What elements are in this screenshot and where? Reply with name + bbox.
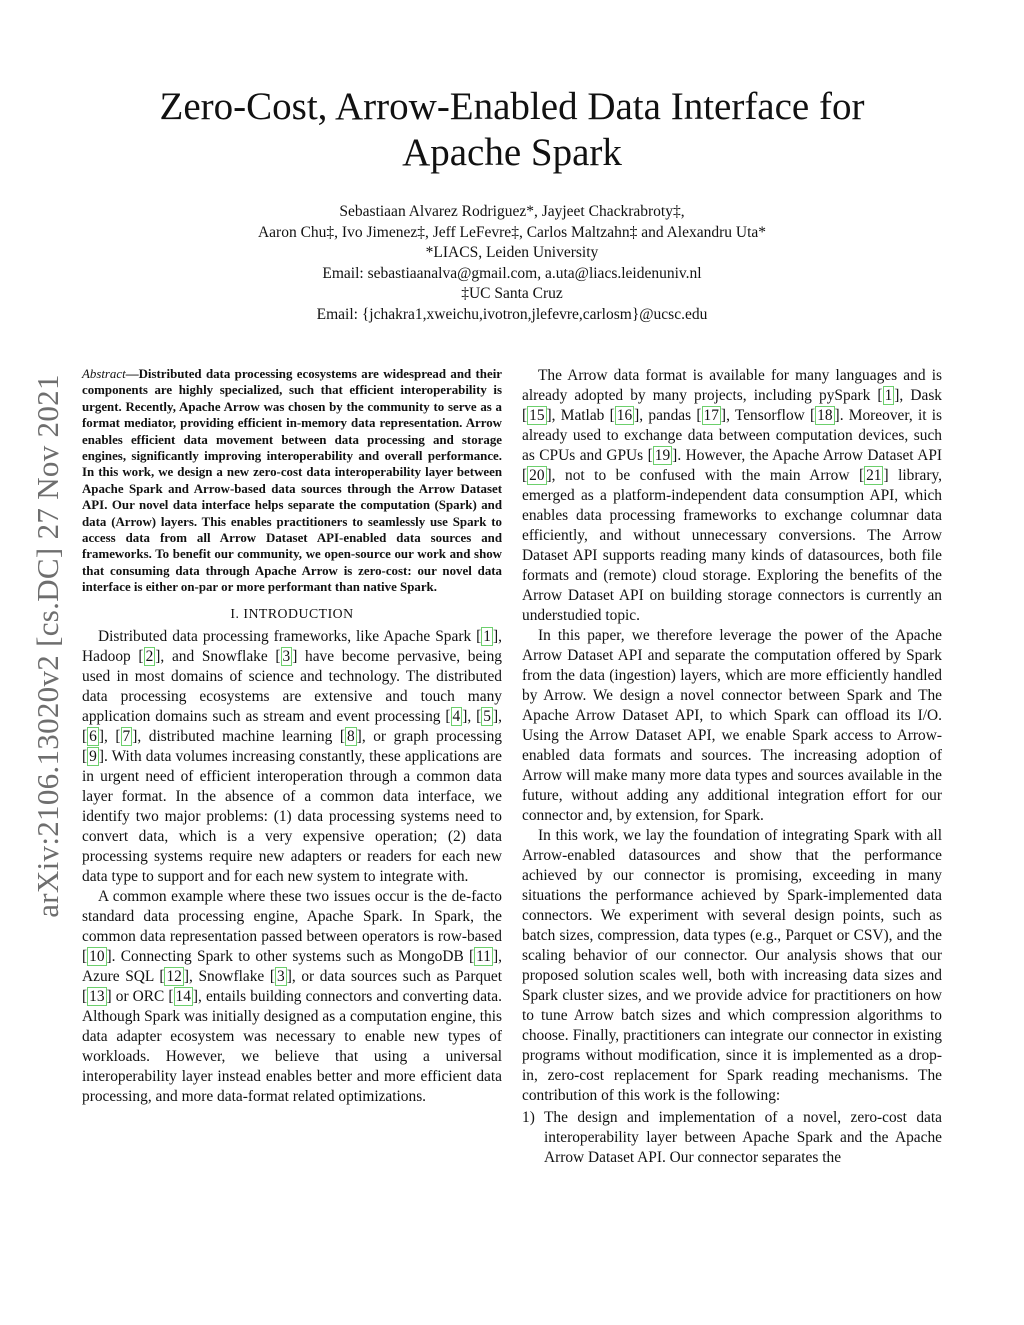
left-body bbox=[82, 627, 502, 1107]
citation-link[interactable]: 19 bbox=[654, 447, 671, 464]
citation-link[interactable]: 18 bbox=[817, 407, 833, 424]
abstract-label: Abstract bbox=[82, 367, 126, 381]
email-ucsc: Email: {jchakra1,xweichu,ivotron,jlefevre,carlosm}@ucsc.edu bbox=[316, 305, 708, 323]
title-line-2: Apache Spark bbox=[402, 131, 622, 174]
citation-link[interactable]: 2 bbox=[145, 647, 154, 665]
abstract-text: —Distributed data processing ecosystems are widespread and their components are highly specialized, such that efficient interoperability is urgent. Recently, Apache Arrow was chosen by the community to serve as a format mediator, providing efficient in-memory data representation. Arrow enables efficient data movement between data processing and storage engines, significantly improving interoperability and overall performance. In this work, we design a new zero-cost data interoperability layer between Apache Spark and Arrow-based data sources through the Arrow Dataset API. Our novel data interface helps separate the computation (Spark) and data (Arrow) layers. This enables practitioners to seamlessly use Spark to access data from all Arrow Dataset API-enabled data sources and frameworks. To benefit our community, we open-source our work and show that consuming data through Apache Arrow is zero-cost: our novel data interface is either on-par or more performant than native Spark. bbox=[82, 367, 502, 595]
citation-link[interactable]: 20 bbox=[529, 467, 545, 484]
citation-link[interactable]: 11 bbox=[476, 947, 491, 965]
citation-link[interactable]: 9 bbox=[89, 747, 97, 765]
author-line-1: Sebastiaan Alvarez Rodriguez*, Jayjeet Chackrabroty‡, bbox=[339, 203, 685, 220]
citation-link[interactable]: 6 bbox=[89, 727, 97, 745]
citation-link[interactable]: 10 bbox=[89, 947, 105, 965]
affiliation-leiden: *LIACS, Leiden University bbox=[425, 244, 599, 262]
citation-link[interactable]: 13 bbox=[89, 987, 105, 1005]
left-column bbox=[82, 366, 502, 1107]
citation-link[interactable]: 12 bbox=[166, 967, 182, 985]
citation-link[interactable]: 15 bbox=[529, 407, 545, 424]
citation-link[interactable]: 16 bbox=[616, 407, 633, 424]
section-heading-introduction: I. INTRODUCTION bbox=[230, 605, 354, 621]
citation-link[interactable]: 3 bbox=[277, 967, 285, 985]
citation-link[interactable]: 1 bbox=[483, 627, 491, 645]
citation-link[interactable]: 17 bbox=[703, 407, 719, 424]
citation-link[interactable]: 1 bbox=[884, 387, 893, 404]
intro-right-paragraph: The Arrow data format is available for many languages and is already adopted by many projects, including pySpark [ 1 ], Dask [ 15 ], Matlab [ 16 ], pandas [ 17 ], Tensorflow [ 18 ]. Moreover, it is already used to exchange data between computation devices, such as CPUs and GPUs [ 19 ]. However, the Apache Arrow Dataset API [ 20 ], not to be confused with the main Arrow [ 21 ] library, emerged as a platform-independent data consumption API, which enables data processing frameworks to exchange columnar data efficiently, and without unnecessary conversions. The Arrow Dataset API supports reading many kinds of datasources, both file formats and (remote) cloud storage. Exploring the benefits of the Arrow Dataset API on building storage connectors is currently an understudied topic. bbox=[522, 367, 943, 624]
right-body bbox=[522, 366, 942, 1106]
citation-link[interactable]: 7 bbox=[122, 727, 131, 745]
title-line-1: Zero-Cost, Arrow-Enabled Data Interface for bbox=[159, 85, 865, 128]
citation-link[interactable]: 5 bbox=[483, 707, 491, 725]
intro-right-paragraph: In this work, we lay the foundation of integrating Spark with all Arrow-enabled datasources and show that the performance achieved by our connector is promising, exceeding in many situations the performance achieved by Spark-implemented data connectors. We experiment with several design points, such as batch sizes, compression, data types (e.g., Parquet or CSV), and the scaling behavior of our connector. Our analysis shows that our proposed solution scales well, both with increasing data sizes and Spark cluster sizes, and we provide advice for practitioners on how to tune Arrow batch sizes and which compression algorithms to choose. Finally, practitioners can integrate our connector in existing programs without modification, since it is implemented as a drop-in, zero-cost replacement for Spark reading mechanisms. The contribution of this work is the following: bbox=[522, 827, 942, 1104]
contribution-text: The design and implementation of a novel, zero-cost data interoperability layer between Apache Spark and the Apache Arrow Dataset API. Our connector separates the bbox=[544, 1109, 942, 1166]
right-column bbox=[522, 366, 942, 1168]
abstract bbox=[82, 366, 502, 596]
citation-link[interactable]: 3 bbox=[282, 647, 291, 665]
intro-paragraph: A common example where these two issues occur is the de-facto standard data processing engine, Apache Spark. In Spark, the common data representation passed between operators is row-based [ 10 ]. Connecting Spark to other systems such as MongoDB [ 11 ], Azure SQL [ 12 ], Snowflake [ 3 ], or data sources such as Parquet [ 13 ] or ORC [ 14 ], entails building connectors and converting data. Although Spark was initially designed as a computation engine, this data adapter ecosystem was necessary to enable new types of workloads. However, we believe that using a universal interoperability layer instead enables better and more efficient data processing, and more data-format related optimizations. bbox=[82, 887, 502, 1105]
intro-paragraph: Distributed data processing frameworks, like Apache Spark [ 1 ], Hadoop [ 2 ], and Snowflake [ 3 ] have become pervasive, being used in most domains of science and technology. The distributed data processing ecosystems are extensive and touch many application domains such as stream and event processing [ 4 ], [ 5 ], [ 6 ], [ 7 ], distributed machine learning [ 8 ], or graph processing [ 9 ]. With data volumes increasing constantly, these applications are in urgent need of efficient interoperation through a common data layer format. In the absence of a common data interface, we identify two major problems: (1) data processing systems need to convert data, which is a very expensive operation; (2) data processing systems require new adapters or readers for each new data type to support and for each new system to integrate with. bbox=[82, 627, 503, 885]
email-leiden: Email: sebastiaanalva@gmail.com, a.uta@liacs.leidenuniv.nl bbox=[322, 264, 702, 282]
citation-link[interactable]: 21 bbox=[866, 467, 882, 484]
intro-right-paragraph: In this paper, we therefore leverage the power of the Apache Arrow Dataset API and separate the computation offered by Spark from the data (ingestion) layers, which are more efficiently handled by Arrow. We design a novel connector between Spark and The Apache Arrow Dataset API, to which Spark can offload its I/O. Using the Arrow Dataset API, we enable Spark access to Arrow-enabled data formats and sources. The increasing adoption of Arrow will make many more data types and sources available in the future, without adding any additional integration effort for our connector and, by extension, for Spark. bbox=[522, 627, 942, 824]
author-line-2: Aaron Chu‡, Ivo Jimenez‡, Jeff LeFevre‡, Carlos Maltzahn‡ and Alexandru Uta* bbox=[257, 223, 767, 241]
contribution-number: 1) bbox=[522, 1109, 535, 1126]
paper-title bbox=[100, 84, 924, 176]
contribution-item bbox=[522, 1108, 942, 1168]
author-block bbox=[120, 202, 904, 326]
contribution-list bbox=[522, 1108, 942, 1168]
citation-link[interactable]: 4 bbox=[452, 707, 461, 725]
affiliation-ucsc: ‡UC Santa Cruz bbox=[461, 285, 563, 303]
citation-link[interactable]: 14 bbox=[175, 987, 191, 1005]
citation-link[interactable]: 8 bbox=[346, 727, 355, 745]
